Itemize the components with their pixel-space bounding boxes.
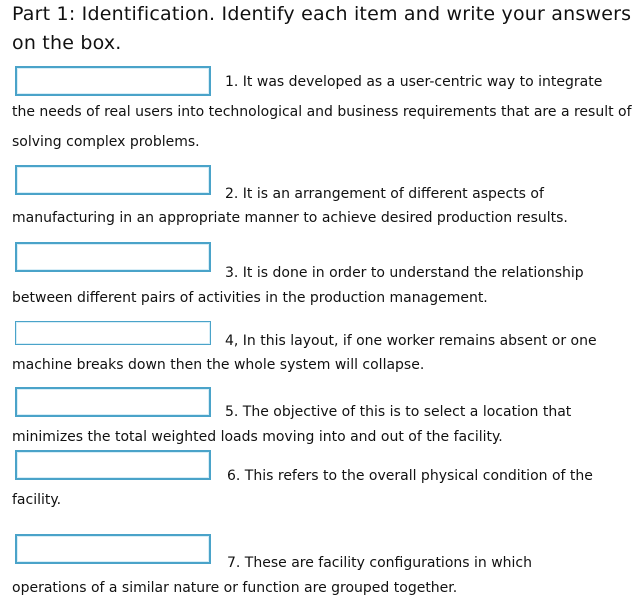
question-4-first-line: 4, In this layout, if one worker remains absent or one: [225, 333, 597, 349]
answer-box-6[interactable]: [15, 450, 211, 480]
answer-box-4[interactable]: [15, 321, 211, 345]
answer-box-2[interactable]: [15, 165, 211, 195]
question-1-continuation: the needs of real users into technological and business requirements that are a result of solving complex problems.: [12, 104, 632, 150]
question-3-first-line: 3. It is done in order to understand the relationship: [225, 265, 584, 281]
question-7-continuation: operations of a similar nature or function are grouped together.: [12, 580, 458, 596]
answer-box-5[interactable]: [15, 387, 211, 417]
answer-box-3[interactable]: [15, 242, 211, 272]
question-6-continuation: facility.: [12, 492, 62, 508]
question-2-continuation: manufacturing in an appropriate manner to achieve desired production results.: [12, 210, 568, 226]
question-5-continuation: minimizes the total weighted loads moving into and out of the facility.: [12, 429, 503, 445]
question-6-first-line: 6. This refers to the overall physical condition of the: [227, 468, 593, 484]
question-4-continuation: machine breaks down then the whole system will collapse.: [12, 357, 425, 373]
question-7-first-line: 7. These are facility configurations in which: [227, 555, 532, 571]
question-5-first-line: 5. The objective of this is to select a location that: [225, 404, 572, 420]
question-3-continuation: between different pairs of activities in the production management.: [12, 290, 488, 306]
answer-box-7[interactable]: [15, 534, 211, 564]
question-1-first-line: 1. It was developed as a user-centric way to integrate: [225, 74, 603, 90]
part-title: Part 1: Identification. Identify each item and write your answers on the box.: [12, 3, 632, 54]
answer-box-1[interactable]: [15, 66, 211, 96]
question-2-first-line: 2. It is an arrangement of different aspects of: [225, 186, 544, 202]
